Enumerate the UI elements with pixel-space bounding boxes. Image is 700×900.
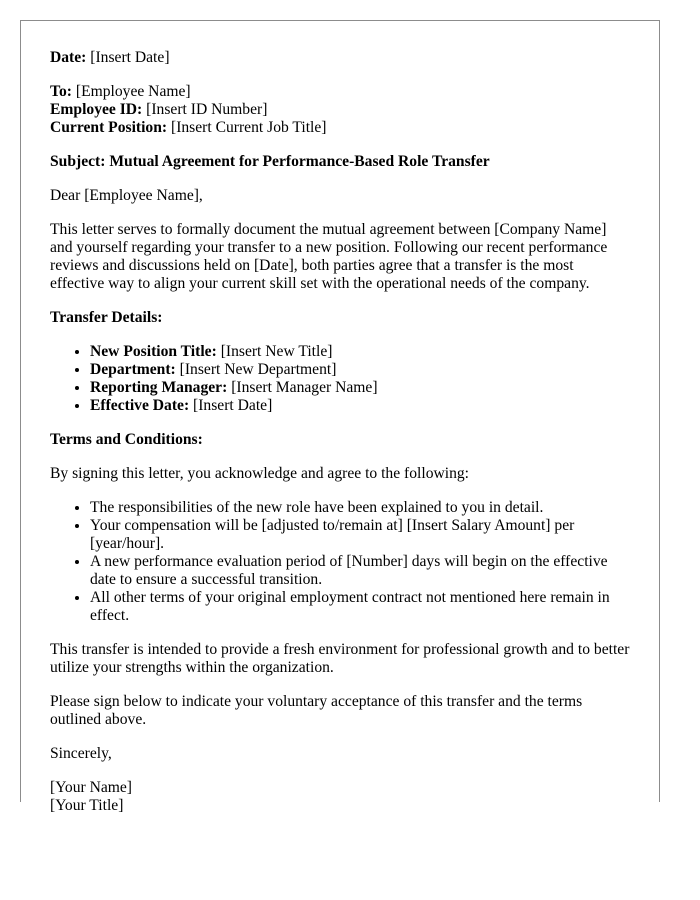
list-item: • All other terms of your original employment contract not mentioned here remain in effect. [90,589,630,625]
list-item-label: Reporting Manager: [90,379,228,396]
closing: Sincerely, [50,745,112,762]
list-item: • A new performance evaluation period of [Number] days will begin on the effective date to ensure a successful transition. [90,553,630,589]
subject-line [50,153,630,171]
to-line [50,83,191,100]
recipient-block [50,83,630,137]
subject-text: Subject: Mutual Agreement for Performance-Based Role Transfer [50,153,490,170]
intro-paragraph: This letter serves to formally document the mutual agreement between [Company Name] and yourself regarding your transfer to a new position. Following our recent performance reviews and discussions held on [Date], both parties agree that a transfer is the most effective way to align your current skill set with the operational needs of the company. [50,221,608,292]
list-item-label: New Position Title: [90,343,217,360]
list-item-label: Department: [90,361,176,378]
list-item: • The responsibilities of the new role have been explained to you in detail. [90,499,630,517]
greeting: Dear [Employee Name], [50,187,203,204]
transfer-details-list [50,343,630,415]
employee-id-label: Employee ID: [50,101,143,118]
list-item-label: Effective Date: [90,397,190,414]
employee-id-value: [Insert ID Number] [146,101,268,118]
date-label: Date: [50,49,87,66]
list-item [90,397,630,415]
list-item: • Your compensation will be [adjusted to/remain at] [Insert Salary Amount] per [year/hour]. [90,517,630,553]
transfer-details-heading [50,309,630,327]
terms-intro: By signing this letter, you acknowledge and agree to the following: [50,465,470,482]
terms-heading [50,431,630,449]
sign-paragraph: Please sign below to indicate your voluntary acceptance of this transfer and the terms outlined above. [50,693,583,728]
list-item [90,361,630,379]
signature-title: [Your Title] [50,797,124,814]
signature-block [50,779,630,815]
date-line [50,49,170,66]
terms-heading-text: Terms and Conditions: [50,431,203,448]
employee-id-line [50,101,267,118]
list-item [90,343,630,361]
date-value: [Insert Date] [90,49,170,66]
list-item-value: [Insert Manager Name] [231,379,378,396]
letter-page [20,20,660,814]
purpose-paragraph: This transfer is intended to provide a fresh environment for professional growth and to better utilize your strengths within the organization. [50,641,630,676]
position-line [50,119,327,136]
list-item-value: [Insert Date] [193,397,273,414]
signature-name: [Your Name] [50,779,133,796]
list-item-value: [Insert New Title] [220,343,333,360]
to-label: To: [50,83,72,100]
letter-header [50,49,630,67]
position-value: [Insert Current Job Title] [171,119,327,136]
list-item-value: [Insert New Department] [179,361,337,378]
letter-content [50,49,630,831]
terms-list [50,499,630,625]
transfer-details-heading-text: Transfer Details: [50,309,163,326]
list-item [90,379,630,397]
position-label: Current Position: [50,119,168,136]
to-value: [Employee Name] [75,83,191,100]
